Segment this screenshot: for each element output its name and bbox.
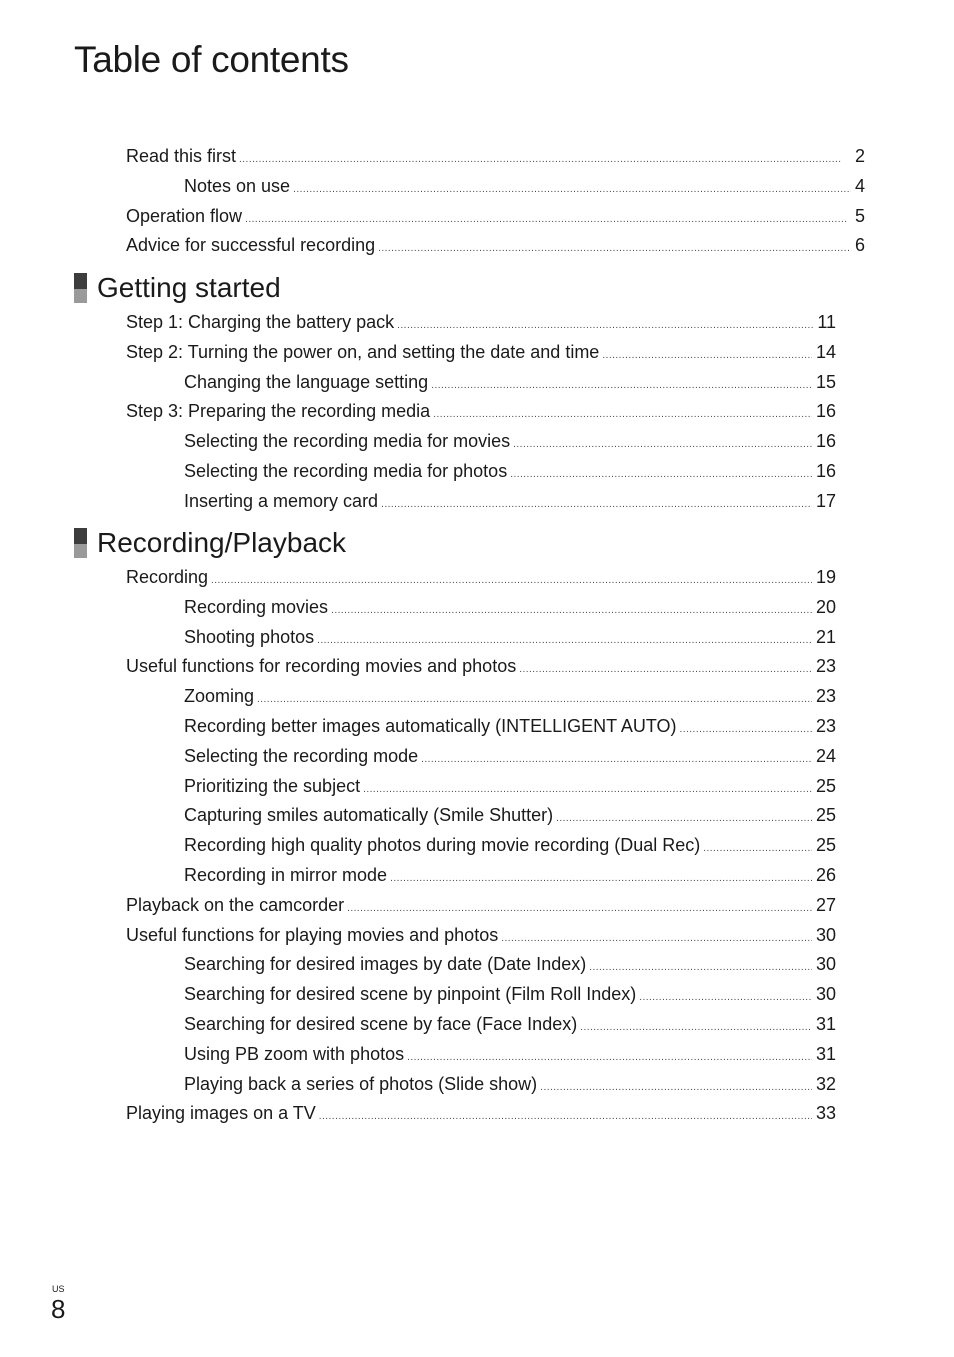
- dot-leader: [501, 921, 812, 951]
- dot-leader: [331, 593, 812, 623]
- toc-entry-page: 30: [815, 984, 836, 1005]
- toc-entry[interactable]: [184, 950, 836, 980]
- toc-entry-page: 6: [854, 235, 865, 256]
- section-title: Getting started: [97, 272, 281, 303]
- toc-entry-title: Read this first: [126, 146, 237, 166]
- toc-entry[interactable]: [184, 742, 836, 772]
- dot-leader: [378, 231, 851, 261]
- toc-entry-page: 11: [817, 312, 836, 332]
- toc-entry[interactable]: [184, 427, 836, 457]
- toc-entry-title: Shooting photos: [184, 626, 315, 647]
- toc-entry-title: Playing images on a TV: [126, 1103, 316, 1124]
- section-marker-icon: [74, 273, 87, 303]
- dot-leader: [433, 397, 812, 427]
- toc-entry-title: Step 3: Preparing the recording media: [126, 401, 431, 422]
- toc-entry-title: Recording better images automatically (INTELLIGENT AUTO): [184, 715, 677, 736]
- toc-entry[interactable]: [184, 457, 836, 487]
- toc-entry[interactable]: [126, 202, 865, 232]
- toc-entry-title: Prioritizing the subject: [184, 775, 361, 796]
- toc-entry-title: Operation flow: [126, 205, 243, 226]
- dot-leader: [293, 172, 851, 202]
- toc-entry-page: 32: [815, 1073, 836, 1094]
- dot-leader: [602, 338, 812, 368]
- toc-entry-title: Selecting the recording media for photos: [184, 460, 508, 481]
- dot-leader: [421, 742, 812, 772]
- toc-entry-page: 27: [815, 894, 836, 915]
- toc-entry-title: Recording movies: [184, 596, 329, 617]
- toc-entry-title: Notes on use: [184, 175, 291, 196]
- toc-entry[interactable]: [126, 1099, 836, 1129]
- toc-entry-page: 30: [815, 954, 836, 975]
- page-title: Table of contents: [74, 39, 349, 80]
- toc-entry-page: 21: [815, 626, 836, 647]
- dot-leader: [390, 861, 812, 891]
- toc-entry-page: 23: [815, 715, 836, 736]
- toc-entry-title: Capturing smiles automatically (Smile Shutter): [184, 805, 554, 826]
- dot-leader: [703, 831, 812, 861]
- toc-entry[interactable]: [126, 231, 865, 261]
- toc-entry-page: 20: [815, 596, 836, 617]
- toc-entry[interactable]: [184, 682, 836, 712]
- dot-leader: [580, 1010, 812, 1040]
- dot-leader: [319, 1099, 812, 1129]
- toc-entry[interactable]: [184, 801, 836, 831]
- toc-entry-title: Recording: [126, 567, 209, 587]
- toc-entry[interactable]: [126, 397, 836, 427]
- toc-entry[interactable]: [184, 172, 865, 202]
- toc-entry-page: 4: [854, 175, 865, 196]
- toc-entry-page: 31: [815, 1013, 836, 1034]
- page-number: 8: [51, 1294, 66, 1324]
- dot-leader: [239, 142, 851, 172]
- toc-entry[interactable]: [184, 368, 836, 398]
- dot-leader: [680, 712, 812, 742]
- toc-section-recording-playback-list: [0, 563, 954, 1129]
- toc-entry-page: 25: [815, 775, 836, 796]
- dot-leader: [431, 368, 812, 398]
- toc-entry-page: 33: [815, 1103, 836, 1124]
- dot-leader: [510, 457, 812, 487]
- toc-entry-page: 30: [815, 924, 836, 945]
- toc-entry-title: Playback on the camcorder: [126, 894, 345, 915]
- toc-entry-title: Advice for successful recording: [126, 235, 376, 256]
- section-title: Recording/Playback: [97, 527, 347, 558]
- toc-entry-title: Inserting a memory card: [184, 490, 379, 511]
- toc-entry-title: Step 1: Charging the battery pack: [126, 312, 395, 332]
- dot-leader: [211, 563, 812, 593]
- toc-entry[interactable]: [184, 623, 836, 653]
- toc-entry-page: 16: [815, 431, 836, 452]
- dot-leader: [347, 891, 812, 921]
- toc-entry[interactable]: [184, 1070, 836, 1100]
- toc-entry-title: Changing the language setting: [184, 371, 429, 392]
- toc-entry[interactable]: [126, 652, 836, 682]
- toc-entry[interactable]: [184, 831, 836, 861]
- toc-entry-title: Using PB zoom with photos: [184, 1043, 405, 1064]
- toc-entry[interactable]: [184, 487, 836, 517]
- toc-entry-page: 23: [815, 656, 836, 677]
- toc-entry-title: Searching for desired scene by face (Face Index): [184, 1013, 578, 1034]
- toc-entry[interactable]: [184, 861, 836, 891]
- toc-entry-page: 31: [815, 1043, 836, 1064]
- toc-entry[interactable]: [126, 891, 836, 921]
- toc-entry-title: Selecting the recording mode: [184, 745, 419, 766]
- toc-entry[interactable]: [184, 593, 836, 623]
- toc-entry-title: Searching for desired scene by pinpoint (Film Roll Index): [184, 984, 637, 1005]
- dot-leader: [556, 801, 812, 831]
- dot-leader: [363, 772, 812, 802]
- dot-leader: [639, 980, 812, 1010]
- toc-entry-page: 17: [815, 490, 836, 511]
- toc-entry[interactable]: [184, 772, 836, 802]
- section-marker-icon: [74, 528, 87, 558]
- dot-leader: [513, 427, 812, 457]
- toc-entry-title: Searching for desired images by date (Date Index): [184, 954, 587, 975]
- dot-leader: [317, 623, 812, 653]
- toc-entry[interactable]: [126, 308, 836, 338]
- toc-entry-title: Useful functions for playing movies and photos: [126, 924, 499, 945]
- toc-intro-list: [0, 142, 954, 261]
- toc-entry-page: 16: [815, 401, 836, 422]
- toc-entry-page: 25: [815, 835, 836, 856]
- toc-entry-page: 5: [854, 205, 865, 226]
- toc-entry-title: Recording high quality photos during movie recording (Dual Rec): [184, 835, 701, 856]
- toc-entry[interactable]: [184, 1040, 836, 1070]
- dot-leader: [540, 1070, 812, 1100]
- toc-entry[interactable]: [184, 980, 836, 1010]
- toc-entry-title: Zooming: [184, 686, 255, 707]
- dot-leader: [397, 308, 813, 338]
- dot-leader: [245, 202, 851, 232]
- toc-entry-page: 15: [815, 371, 836, 392]
- toc-section-getting-started-list: [0, 308, 954, 517]
- toc-entry[interactable]: [126, 338, 836, 368]
- toc-entry-page: 24: [815, 745, 836, 766]
- toc-entry-page: 23: [815, 686, 836, 707]
- toc-entry[interactable]: [184, 1010, 836, 1040]
- toc-entry-title: Step 2: Turning the power on, and setting the date and time: [126, 341, 600, 362]
- dot-leader: [519, 652, 812, 682]
- toc-entry-page: 16: [815, 460, 836, 481]
- toc-entry-title: Playing back a series of photos (Slide show): [184, 1073, 538, 1094]
- dot-leader: [407, 1040, 812, 1070]
- toc-entry-page: 26: [815, 864, 836, 885]
- toc-entry-page: 19: [815, 567, 836, 587]
- dot-leader: [589, 950, 812, 980]
- toc-entry[interactable]: [126, 563, 836, 593]
- toc-entry[interactable]: [126, 921, 836, 951]
- dot-leader: [381, 487, 812, 517]
- toc-entry-page: 25: [815, 805, 836, 826]
- toc-entry[interactable]: [184, 712, 836, 742]
- toc-entry-title: Recording in mirror mode: [184, 864, 388, 885]
- toc-entry-page: 2: [854, 146, 865, 166]
- section-heading-getting-started: [74, 271, 281, 305]
- dot-leader: [257, 682, 812, 712]
- toc-entry[interactable]: [126, 142, 865, 172]
- toc-entry-page: 14: [815, 341, 836, 362]
- toc-entry-title: Selecting the recording media for movies: [184, 431, 511, 452]
- toc-entry-title: Useful functions for recording movies and photos: [126, 656, 517, 677]
- region-code: US: [52, 1284, 65, 1294]
- section-heading-recording-playback: [74, 526, 346, 560]
